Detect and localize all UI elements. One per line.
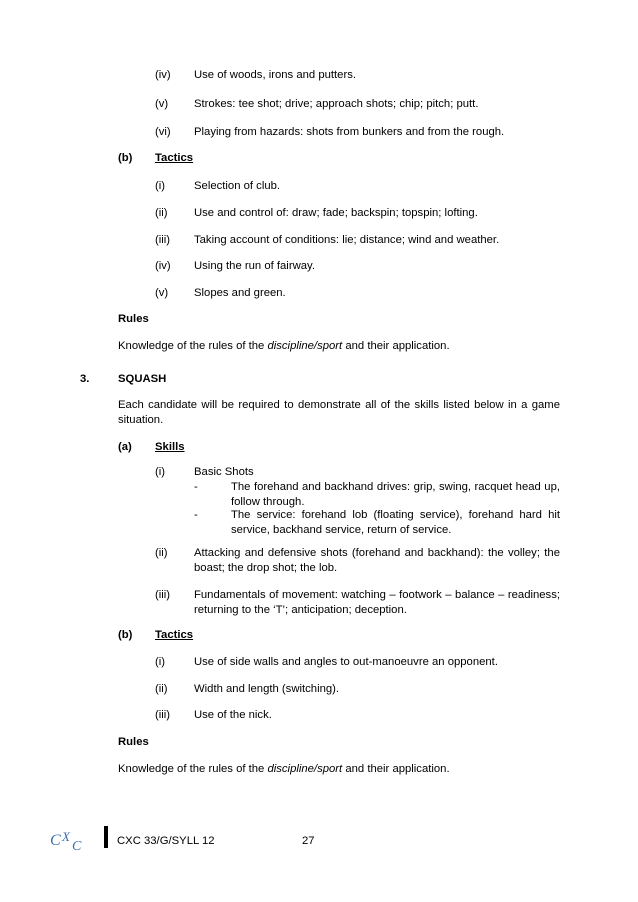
item-text: Using the run of fairway. — [194, 260, 315, 272]
item-number: (iii) — [155, 234, 171, 246]
item-text: Attacking and defensive shots (forehand and backhand): the volley; the boast; the drop shot; the lob. — [194, 547, 560, 574]
item-text: Width and length (switching). — [194, 683, 340, 695]
item-text: Use of side walls and angles to out-manoeuvre an opponent. — [194, 656, 498, 668]
rules-title: Rules — [118, 313, 149, 325]
section-title: SQUASH — [118, 373, 167, 385]
footer-divider-bar — [104, 826, 108, 848]
svg-text:C: C — [50, 832, 61, 849]
item-number: (v) — [155, 287, 169, 299]
item-number: (ii) — [155, 547, 168, 559]
item-text: Playing from hazards: shots from bunkers and from the rough. — [194, 126, 505, 138]
sub-bullet-text: The forehand and backhand drives: grip, swing, racquet head up, follow through. — [231, 481, 560, 508]
section-intro: Each candidate will be required to demonstrate all of the skills listed below in a game situation. — [118, 399, 560, 426]
item-number: (v) — [155, 98, 169, 110]
cxc-logo-mark — [48, 823, 100, 857]
item-text: Use of the nick. — [194, 709, 272, 721]
item-text: Use of woods, irons and putters. — [194, 69, 357, 81]
rules-text: Knowledge of the rules of the discipline/sport and their application. — [118, 763, 450, 775]
item-title: Basic Shots — [194, 466, 254, 478]
section-number: 3. — [80, 373, 90, 385]
item-text: Slopes and green. — [194, 287, 286, 299]
sub-bullet-text: The service: forehand lob (floating service), forehand hard hit service, backhand service, return of service. — [231, 509, 560, 536]
item-text: Strokes: tee shot; drive; approach shots; chip; pitch; putt. — [194, 98, 479, 110]
item-number: (ii) — [155, 683, 168, 695]
page-number: 27 — [302, 835, 315, 847]
rules-text: Knowledge of the rules of the discipline/sport and their application. — [118, 340, 450, 352]
sub-bullet-dash: - — [194, 509, 198, 521]
item-number: (iii) — [155, 709, 171, 721]
item-text: Selection of club. — [194, 180, 281, 192]
subsection-title: Tactics — [155, 152, 194, 164]
item-number: (vi) — [155, 126, 171, 138]
rules-title: Rules — [118, 736, 149, 748]
item-text: Use and control of: draw; fade; backspin; topspin; lofting. — [194, 207, 478, 219]
svg-text:X: X — [62, 829, 70, 844]
cxc-logo — [48, 823, 100, 857]
subsection-title: Tactics — [155, 629, 194, 641]
subsection-label: (b) — [118, 629, 133, 641]
subsection-label: (b) — [118, 152, 133, 164]
item-number: (iv) — [155, 260, 171, 272]
document-code: CXC 33/G/SYLL 12 — [117, 835, 215, 847]
svg-text:C: C — [72, 839, 82, 854]
item-text: Fundamentals of movement: watching – footwork – balance – readiness; returning to the ‘T’; anticipation; deception. — [194, 589, 560, 616]
subsection-label: (a) — [118, 441, 132, 453]
item-number: (iv) — [155, 69, 171, 81]
subsection-title: Skills — [155, 441, 185, 453]
item-number: (iii) — [155, 589, 171, 601]
sub-bullet-dash: - — [194, 481, 198, 493]
item-text: Taking account of conditions: lie; distance; wind and weather. — [194, 234, 500, 246]
item-number: (i) — [155, 656, 166, 668]
item-number: (i) — [155, 466, 166, 478]
item-number: (i) — [155, 180, 166, 192]
item-number: (ii) — [155, 207, 168, 219]
